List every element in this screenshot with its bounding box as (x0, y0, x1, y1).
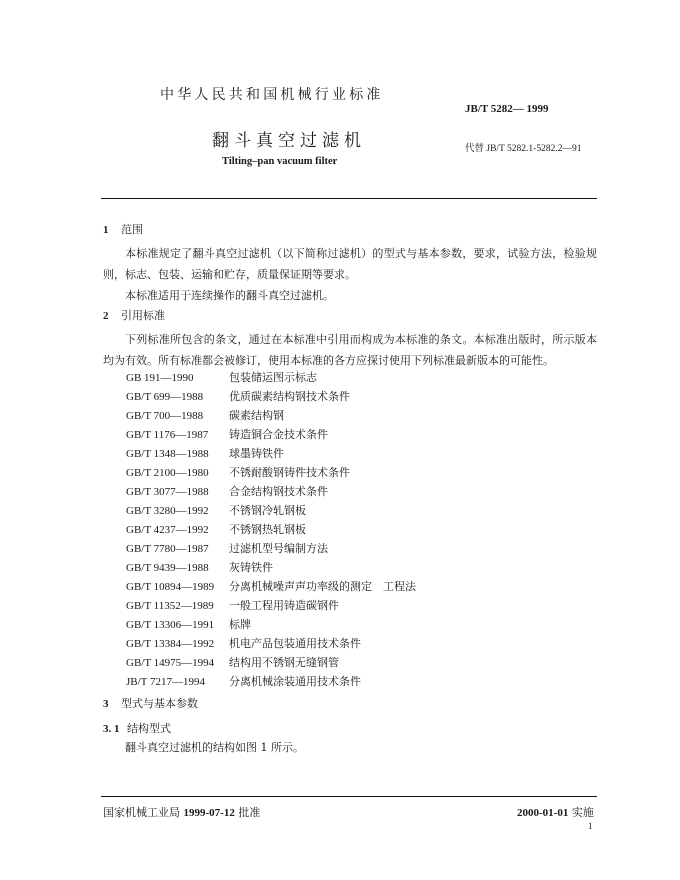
reference-item (126, 464, 350, 483)
reference-code: GB/T 13384—1992 (126, 638, 215, 650)
reference-code: GB/T 11352—1989 (126, 600, 214, 612)
reference-item (126, 540, 328, 559)
reference-code: GB/T 14975—1994 (126, 657, 215, 669)
page-number: 1 (588, 821, 593, 831)
reference-code: GB/T 10894—1989 (126, 581, 215, 593)
reference-item (126, 635, 361, 654)
header-divider (101, 198, 597, 199)
reference-item (126, 369, 317, 388)
paragraph: 本标准规定了翻斗真空过滤机（以下简称过滤机）的型式与基本参数，要求，试验方法，检验规则，标志、包装、运输和贮存，质量保证期等要求。 (103, 247, 597, 281)
reference-code: GB/T 1176—1987 (126, 429, 209, 441)
reference-title: 不锈耐酸钢铸件技术条件 (229, 466, 350, 479)
section-number: 1 (103, 224, 109, 236)
document-title-english: Tilting–pan vacuum filter (222, 156, 338, 167)
approve-date: 1999-07-12 (183, 807, 235, 819)
reference-title: 铸造铜合金技术条件 (229, 428, 328, 441)
reference-code: GB/T 13306—1991 (126, 619, 215, 631)
subsection-heading-structure (103, 720, 171, 736)
reference-title: 碳素结构钢 (229, 409, 284, 422)
reference-code: GB/T 3077—1988 (126, 486, 209, 498)
reference-item (126, 654, 339, 673)
document-title: 翻斗真空过滤机 (212, 131, 366, 151)
paragraph: 翻斗真空过滤机的结构如图 1 所示。 (125, 741, 304, 754)
reference-item (126, 445, 284, 464)
reference-item (126, 483, 328, 502)
section-heading-type-parameters (103, 695, 198, 711)
section-title: 引用标准 (121, 309, 165, 322)
reference-code: GB/T 700—1988 (126, 410, 204, 422)
reference-code: GB/T 2100—1980 (126, 467, 209, 479)
reference-item (126, 426, 328, 445)
reference-code: GB/T 3280—1992 (126, 505, 209, 517)
reference-item (126, 388, 350, 407)
reference-title: 结构用不锈钢无缝钢管 (229, 656, 339, 669)
approve-label: 批准 (238, 806, 261, 819)
reference-title: 灰铸铁件 (229, 561, 273, 574)
section-number: 3 (103, 698, 109, 710)
reference-title: 标牌 (229, 618, 251, 631)
implement-date: 2000-01-01 (517, 807, 569, 819)
standard-code: JB/T 5282— 1999 (465, 103, 549, 115)
section-title: 型式与基本参数 (121, 697, 198, 710)
reference-item (126, 597, 339, 616)
reference-title: 不锈钢冷轧钢板 (229, 504, 306, 517)
reference-code: GB/T 699—1988 (126, 391, 204, 403)
paragraph: 本标准适用于连续操作的翻斗真空过滤机。 (125, 289, 334, 302)
reference-title: 优质碳素结构钢技术条件 (229, 390, 350, 403)
reference-item (126, 559, 273, 578)
section-heading-scope (103, 221, 143, 237)
reference-title: 机电产品包装通用技术条件 (229, 637, 361, 650)
reference-code: GB/T 7780—1987 (126, 543, 209, 555)
reference-code: JB/T 7217—1994 (126, 676, 205, 688)
reference-item (126, 502, 306, 521)
approval-info (103, 804, 260, 820)
reference-title: 球墨铸铁件 (229, 447, 284, 460)
reference-code: GB/T 1348—1988 (126, 448, 209, 460)
section-number: 3. 1 (103, 723, 120, 735)
footer-divider (101, 796, 597, 797)
section-title: 结构型式 (127, 722, 171, 735)
implementation-info (517, 804, 594, 820)
implement-label: 实施 (571, 806, 594, 819)
reference-item (126, 521, 306, 540)
reference-item (126, 616, 251, 635)
replaces-standard: 代替 JB/T 5282.1-5282.2—91 (465, 144, 582, 154)
reference-title: 分离机械涂装通用技术条件 (229, 675, 361, 688)
section-heading-references (103, 307, 165, 323)
standard-organization: 中华人民共和国机械行业标准 (160, 87, 384, 103)
reference-code: GB 191—1990 (126, 372, 194, 384)
section-title: 范围 (121, 223, 143, 236)
reference-code: GB/T 9439—1988 (126, 562, 209, 574)
reference-code: GB/T 4237—1992 (126, 524, 209, 536)
reference-title: 分离机械噪声声功率级的测定 工程法 (229, 580, 416, 593)
reference-title: 不锈钢热轧钢板 (229, 523, 306, 536)
reference-item (126, 673, 361, 692)
reference-title: 一般工程用铸造碳钢件 (229, 599, 339, 612)
reference-item (126, 578, 416, 597)
issuer: 国家机械工业局 (103, 806, 180, 819)
reference-item (126, 407, 284, 426)
paragraph: 下列标准所包含的条文，通过在本标准中引用而构成为本标准的条文。本标准出版时，所示版本均为有效。所有标准都会被修订，使用本标准的各方应探讨使用下列标准最新版本的可能性。 (103, 333, 597, 367)
reference-title: 过滤机型号编制方法 (229, 542, 328, 555)
reference-title: 包装储运图示标志 (229, 371, 317, 384)
section-number: 2 (103, 310, 109, 322)
reference-title: 合金结构钢技术条件 (229, 485, 328, 498)
